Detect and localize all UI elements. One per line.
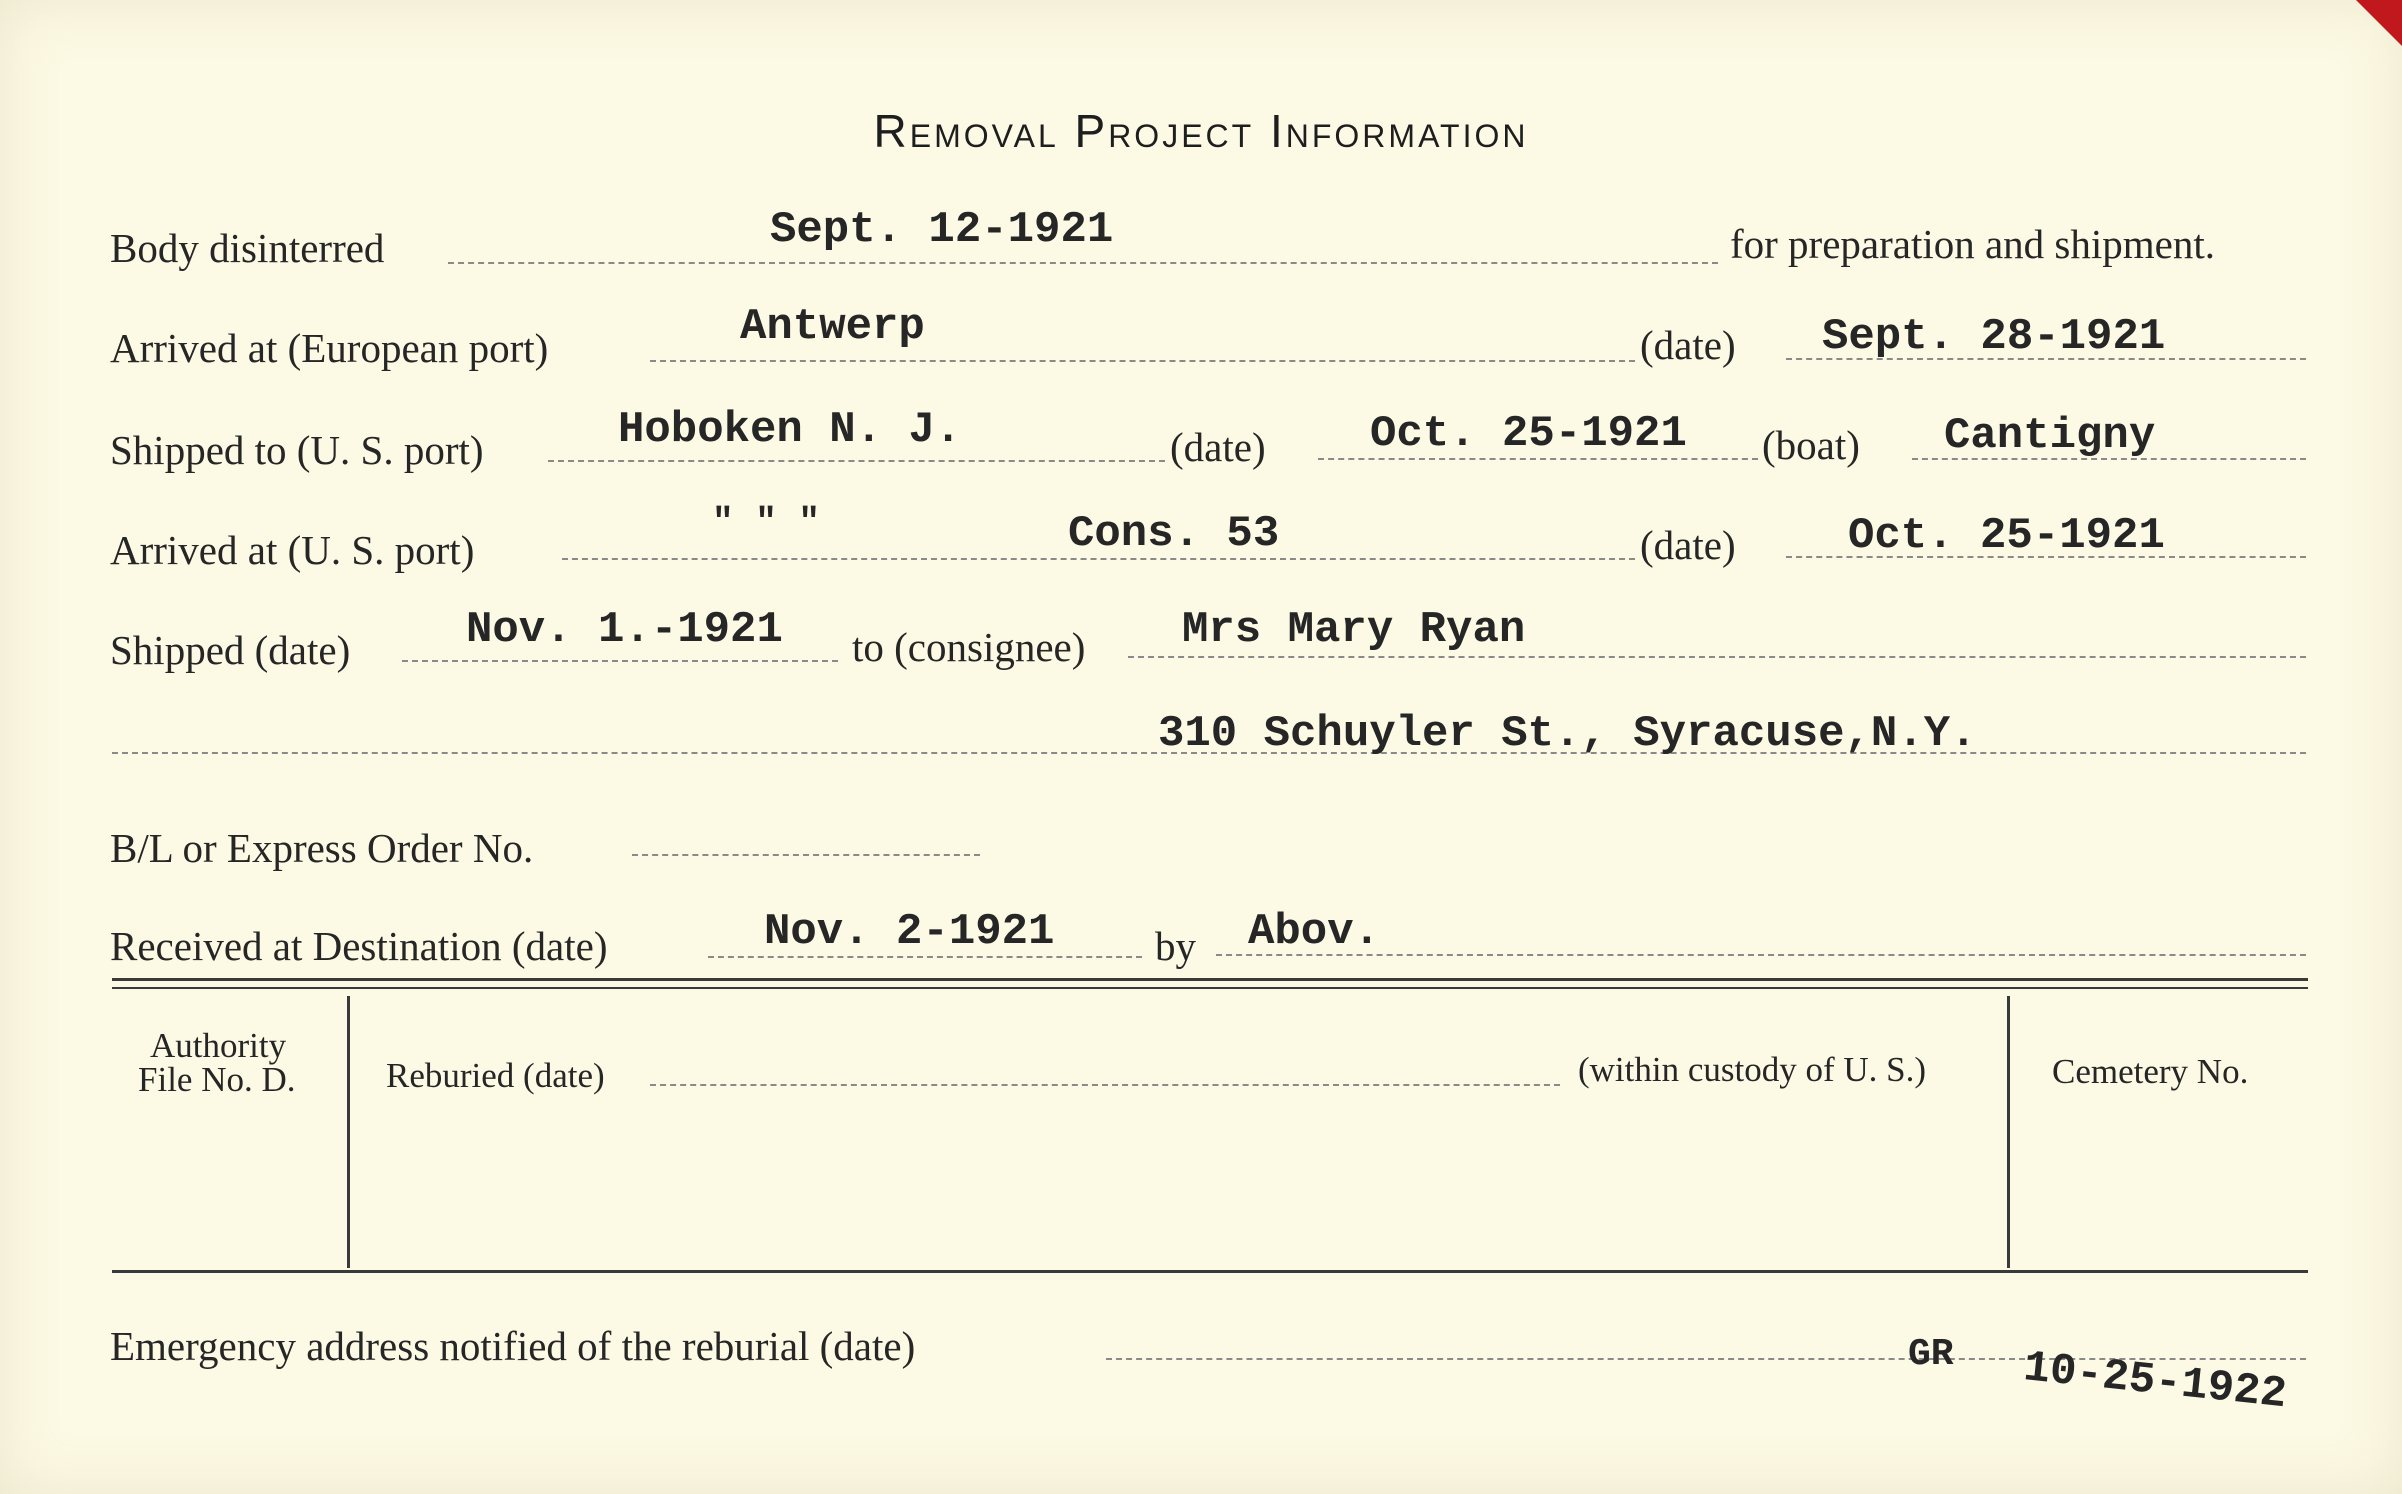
field-line-european-port [650, 360, 1635, 362]
card-title: Removal Project Information [873, 105, 1529, 157]
value-shipped-date: Nov. 1.-1921 [466, 605, 783, 655]
label-bl-express: B/L or Express Order No. [110, 825, 534, 871]
value-emergency-initials: GR [1908, 1333, 1954, 1376]
box-divider-right [2007, 996, 2010, 1268]
label-body-disinterred: Body disinterred [110, 225, 385, 271]
box-bottom-rule [112, 1270, 2308, 1273]
value-consignee-address: 310 Schuyler St., Syracuse,N.Y. [1158, 709, 1977, 759]
value-arrived-us-date: Oct. 25-1921 [1848, 511, 2165, 561]
label-authority: Authority [150, 1026, 287, 1065]
value-received-date: Nov. 2-1921 [764, 907, 1055, 957]
red-corner-tab [2356, 0, 2402, 46]
value-us-port: Hoboken N. J. [618, 405, 962, 455]
value-received-by: Abov. [1248, 907, 1381, 957]
value-consignee: Mrs Mary Ryan [1182, 605, 1526, 655]
label-arrived-us-date: (date) [1640, 522, 1736, 568]
label-shipped-to-us: Shipped to (U. S. port) [110, 427, 484, 473]
double-rule-bottom [112, 987, 2308, 989]
field-line-disinterred [448, 262, 1718, 264]
label-within-custody: (within custody of U. S.) [1578, 1050, 1927, 1089]
label-european-date: (date) [1640, 322, 1736, 368]
label-shipped-date: (date) [1170, 424, 1266, 470]
label-received-destination: Received at Destination (date) [110, 923, 608, 969]
label-shipped-date-consignee: Shipped (date) [110, 627, 351, 673]
label-cemetery-no: Cemetery No. [2052, 1052, 2249, 1091]
label-emergency-address: Emergency address notified of the reburial (date) [110, 1323, 916, 1369]
label-arrived-european: Arrived at (European port) [110, 325, 549, 371]
label-reburied-date: Reburied (date) [386, 1056, 605, 1095]
field-line-reburied [650, 1084, 1560, 1086]
label-for-preparation: for preparation and shipment. [1730, 221, 2216, 267]
label-to-consignee: to (consignee) [852, 624, 1086, 670]
value-european-arrival-date: Sept. 28-1921 [1822, 312, 2166, 362]
label-by: by [1155, 923, 1196, 969]
field-line-us-port [548, 460, 1165, 462]
value-disinterred-date: Sept. 12-1921 [770, 205, 1114, 255]
value-boat: Cantigny [1944, 411, 2156, 461]
box-divider-left [347, 996, 350, 1268]
field-line-consignee [1128, 656, 2306, 658]
field-line-bl-express [632, 854, 980, 856]
value-arrived-us-cons: Cons. 53 [1068, 509, 1280, 559]
double-rule-top [112, 978, 2308, 981]
value-shipped-to-us-date: Oct. 25-1921 [1370, 409, 1687, 459]
value-european-port: Antwerp [740, 302, 925, 352]
value-emergency-date: 10-25-1922 [2021, 1343, 2289, 1421]
label-file-no: File No. D. [138, 1060, 296, 1099]
value-arrived-us-ditto: " " " [712, 502, 821, 543]
label-arrived-us: Arrived at (U. S. port) [110, 527, 475, 573]
field-line-shipped-date [402, 660, 838, 662]
label-boat: (boat) [1762, 422, 1860, 468]
